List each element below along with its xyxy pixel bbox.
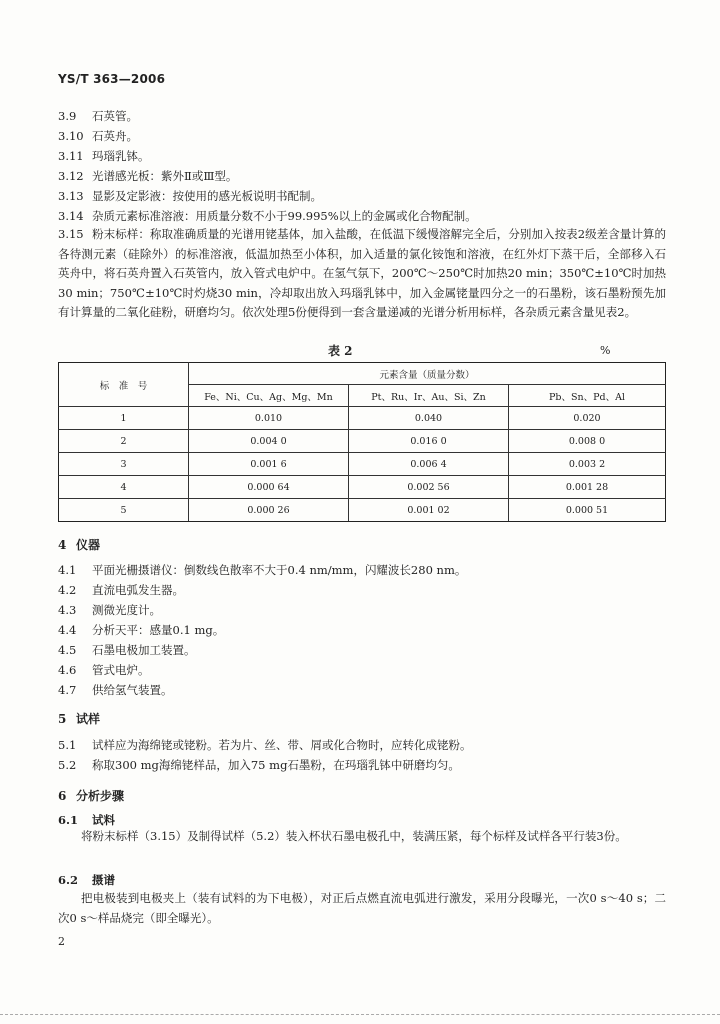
item-number: 3.12 bbox=[58, 169, 84, 183]
table-caption: 表 2 bbox=[328, 344, 353, 358]
page-bottom-rule bbox=[0, 1014, 720, 1015]
item-text: 光谱感光板：紫外Ⅱ或Ⅲ型。 bbox=[92, 169, 238, 183]
paragraph-text: 粉末标样：称取准确质量的光谱用铑基体，加入盐酸，在低温下缓慢溶解完全后，分别加入按表2级差含量计算的各待测元素（硅除外）的标准溶液，低温加热至小体积，加入适量的氯化铵饱和溶液，在红外灯下蒸干后，全部移入石英舟中，将石英舟置入石英管内，放入管式电炉中。在氢气氛下，200℃～250℃时加热20 min；350℃±10℃时加热30 min；750℃±10℃时灼烧30 min，冷却取出放入玛瑙乳钵中，加入金属铑量四分之一的石墨粉，该石墨粉预先加有计算量的二氧化硅粉，研磨均匀。依次处理5份便得到一套含量递减的光谱分析用标样，各杂质元素含量见表2。 bbox=[58, 227, 666, 319]
item-text: 杂质元素标准溶液：用质量分数不小于99.995%以上的金属或化合物配制。 bbox=[92, 209, 477, 223]
table-cell: 4 bbox=[59, 476, 189, 499]
column-header-sample: 标 准 号 bbox=[59, 363, 189, 407]
item-number: 4.1 bbox=[58, 563, 77, 577]
section-number: 6 bbox=[58, 789, 67, 803]
item-text: 直流电弧发生器。 bbox=[92, 583, 184, 597]
table-cell: 0.004 0 bbox=[189, 430, 349, 453]
item-number: 3.14 bbox=[58, 209, 84, 223]
item-number: 4.6 bbox=[58, 663, 77, 677]
section-title-text: 试样 bbox=[76, 712, 101, 726]
column-group-header: 元素含量（质量分数） bbox=[189, 363, 666, 385]
table-row bbox=[59, 407, 666, 430]
item-text: 玛瑙乳钵。 bbox=[92, 149, 150, 163]
section-number: 5 bbox=[58, 712, 67, 726]
list-item bbox=[58, 682, 668, 698]
section-number: 4 bbox=[58, 538, 67, 552]
page-number: 2 bbox=[58, 935, 65, 948]
list-item bbox=[58, 208, 668, 224]
item-text: 石英舟。 bbox=[92, 129, 138, 143]
item-number: 5.1 bbox=[58, 738, 77, 752]
list-item bbox=[58, 148, 668, 164]
column-header: Fe、Ni、Cu、Ag、Mg、Mn bbox=[189, 385, 349, 407]
list-item bbox=[58, 108, 668, 124]
table-cell: 3 bbox=[59, 453, 189, 476]
table-cell: 0.001 28 bbox=[509, 476, 666, 499]
item-number: 3.10 bbox=[58, 129, 84, 143]
list-item bbox=[58, 188, 668, 204]
paragraph: 将粉末标样（3.15）及制得试样（5.2）装入杯状石墨电极孔中，装满压紧，每个标样及试样各平行装3份。 bbox=[81, 829, 627, 843]
item-text: 测微光度计。 bbox=[92, 603, 161, 617]
table-cell: 0.016 0 bbox=[349, 430, 509, 453]
standard-code: YS/T 363—2006 bbox=[58, 72, 166, 86]
item-number: 3.15 bbox=[58, 227, 84, 241]
table-cell: 0.040 bbox=[349, 407, 509, 430]
table-cell: 0.002 56 bbox=[349, 476, 509, 499]
item-text: 分析天平：感量0.1 mg。 bbox=[92, 623, 225, 637]
subsection-title-text: 摄谱 bbox=[92, 873, 115, 887]
table-cell: 0.010 bbox=[189, 407, 349, 430]
item-number: 3.11 bbox=[58, 149, 84, 163]
list-item bbox=[58, 582, 668, 598]
item-number: 4.5 bbox=[58, 643, 77, 657]
item-number: 4.4 bbox=[58, 623, 77, 637]
section-heading bbox=[58, 710, 100, 727]
table-cell: 0.020 bbox=[509, 407, 666, 430]
item-number: 3.13 bbox=[58, 189, 84, 203]
item-text: 称取300 mg海绵铑样品，加入75 mg石墨粉，在玛瑙乳钵中研磨均匀。 bbox=[92, 758, 460, 772]
column-header: Pt、Ru、Ir、Au、Si、Zn bbox=[349, 385, 509, 407]
data-table bbox=[58, 362, 666, 522]
item-text: 试样应为海绵铑或铑粉。若为片、丝、带、屑或化合物时，应转化成铑粉。 bbox=[92, 738, 472, 752]
list-item bbox=[58, 622, 668, 638]
item-number: 4.3 bbox=[58, 603, 77, 617]
table-row bbox=[59, 453, 666, 476]
section-heading bbox=[58, 536, 100, 553]
table-cell: 0.003 2 bbox=[509, 453, 666, 476]
list-item bbox=[58, 642, 668, 658]
section-title-text: 分析步骤 bbox=[76, 789, 125, 803]
list-item bbox=[58, 168, 668, 184]
item-text: 石英管。 bbox=[92, 109, 138, 123]
list-item bbox=[58, 128, 668, 144]
item-text: 平面光栅摄谱仪：倒数线色散率不大于0.4 nm/mm，闪耀波长280 nm。 bbox=[92, 563, 467, 577]
section-title-text: 仪器 bbox=[76, 538, 101, 552]
table-cell: 0.000 26 bbox=[189, 499, 349, 522]
subsection-number: 6.1 bbox=[58, 813, 79, 827]
paragraph: 把电极装到电极夹上（装有试料的为下电极），对正后点燃直流电弧进行激发，采用分段曝光，一次0 s～40 s；二次0 s～样品烧完（即全曝光）。 bbox=[58, 891, 666, 925]
item-number: 4.7 bbox=[58, 683, 77, 697]
list-item bbox=[58, 562, 668, 578]
table-cell: 0.000 64 bbox=[189, 476, 349, 499]
table-unit: % bbox=[600, 344, 611, 357]
section-heading bbox=[58, 787, 124, 804]
paragraph-3-15 bbox=[58, 225, 666, 323]
table-cell: 0.008 0 bbox=[509, 430, 666, 453]
list-item bbox=[58, 602, 668, 618]
column-header: Pb、Sn、Pd、Al bbox=[509, 385, 666, 407]
item-text: 石墨电极加工装置。 bbox=[92, 643, 196, 657]
table-cell: 0.006 4 bbox=[349, 453, 509, 476]
item-number: 4.2 bbox=[58, 583, 77, 597]
list-item bbox=[58, 737, 668, 753]
subsection-number: 6.2 bbox=[58, 873, 79, 887]
item-text: 供给氢气装置。 bbox=[92, 683, 173, 697]
table-cell: 0.000 51 bbox=[509, 499, 666, 522]
table-cell: 5 bbox=[59, 499, 189, 522]
item-text: 显影及定影液：按使用的感光板说明书配制。 bbox=[92, 189, 322, 203]
list-item bbox=[58, 757, 668, 773]
item-number: 5.2 bbox=[58, 758, 77, 772]
subsection-title-text: 试料 bbox=[92, 813, 115, 827]
subsection-heading bbox=[58, 872, 115, 888]
item-number: 3.9 bbox=[58, 109, 77, 123]
table-row bbox=[59, 430, 666, 453]
table-cell: 1 bbox=[59, 407, 189, 430]
item-text: 管式电炉。 bbox=[92, 663, 150, 677]
table-cell: 0.001 6 bbox=[189, 453, 349, 476]
table-cell: 2 bbox=[59, 430, 189, 453]
list-item bbox=[58, 662, 668, 678]
table-cell: 0.001 02 bbox=[349, 499, 509, 522]
table-row bbox=[59, 476, 666, 499]
table-row bbox=[59, 499, 666, 522]
